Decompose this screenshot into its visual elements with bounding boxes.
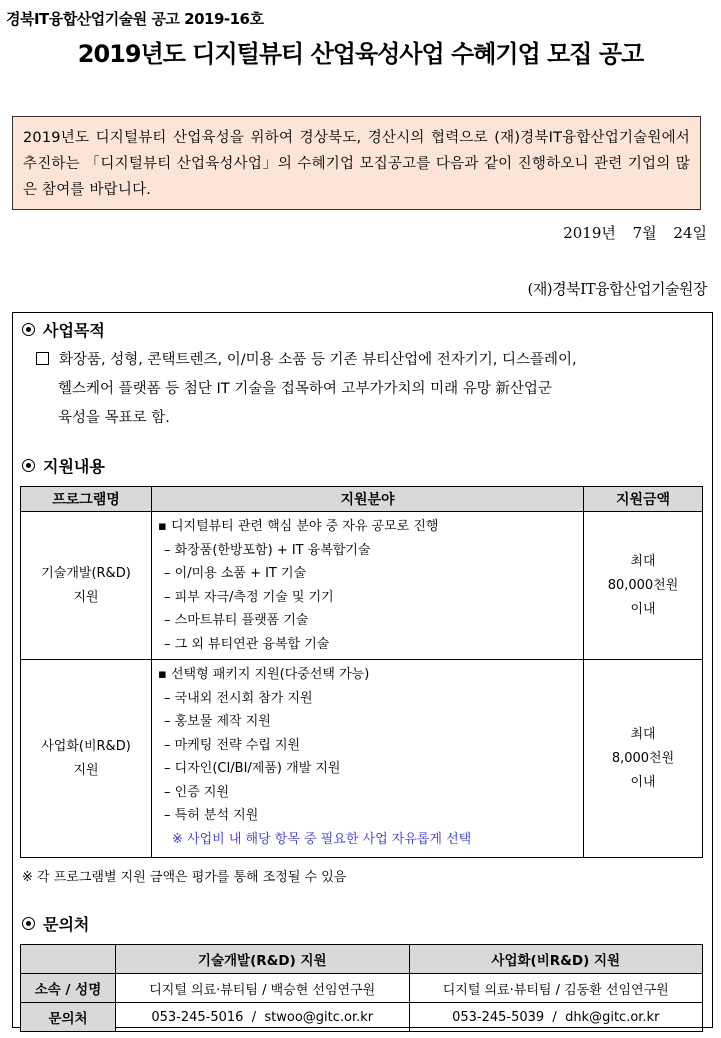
program-line: 기술개발(R&D) [41,565,131,581]
contact-col-rnd: 기술개발(R&D) 지원 [116,945,410,974]
field-bullet: ▪ 선택형 패키지 지원(다중선택 가능) [158,663,577,687]
contact-row-label: 문의처 [21,1003,116,1032]
support-amount [584,660,703,858]
field-item: – 국내외 전시회 참가 지원 [158,687,577,711]
bullseye-icon [22,917,35,930]
notice-box: 2019년도 디지털뷰티 산업육성을 위하여 경상북도, 경산시의 협력으로 (재)경북IT융합산업기술원에서 추진하는 「디지털뷰티 산업육성사업」의 수혜기업 모집공고를 다음과 같이 진행하오니 관련 기업의 많은 참여를 바랍니다. [12,116,701,210]
contact-col-biz: 사업화(비R&D) 지원 [409,945,703,974]
field-bullet: ▪ 디지털뷰티 관련 핵심 분야 중 자유 공모로 진행 [158,515,577,539]
contact-heading [22,912,89,935]
amount-line: 이내 [630,601,656,617]
doc-number: 경북IT융합산업기술원 공고 2019-16호 [6,10,264,28]
contact-info-biz: 053-245-5039 / dhk@gitc.or.kr [409,1003,703,1032]
date: 2019년 7월 24일 [563,224,707,242]
table-row [21,660,703,858]
contact-row-label: 소속 / 성명 [21,974,116,1003]
purpose-line-2: 헬스케어 플랫폼 등 첨단 IT 기술을 접목하여 고부가가치의 미래 유망 新산업군 [58,381,552,397]
issuer: (재)경북IT융합산업기술원장 [527,280,707,298]
program-line: 사업화(비R&D) [41,738,131,754]
support-heading-label: 지원내용 [43,457,105,476]
amount-line: 이내 [630,774,656,790]
field-item: – 스마트뷰티 플랫폼 기술 [158,609,577,633]
header-amount: 지원금액 [584,487,703,512]
bullseye-icon [22,459,35,472]
field-item: – 이/미용 소품 + IT 기술 [158,562,577,586]
support-table-header [21,487,703,512]
page-title: 2019년도 디지털뷰티 산업육성사업 수혜기업 모집 공고 [77,40,644,68]
contact-info-rnd: 053-245-5016 / stwoo@gitc.or.kr [116,1003,410,1032]
support-footnote: ※ 각 프로그램별 지원 금액은 평가를 통해 조정될 수 있음 [22,870,347,885]
contact-table [20,944,703,1032]
field-item: – 디자인(CI/BI/제품) 개발 지원 [158,757,577,781]
amount-line: 최대 [630,553,656,569]
program-name [21,512,152,660]
table-row [21,512,703,660]
field-item: – 특허 분석 지원 [158,804,577,828]
program-line: 지원 [73,589,99,605]
field-item: – 그 외 뷰티연관 융복합 기술 [158,633,577,657]
contact-person-biz: 디지털 의료·뷰티팀 / 김동환 선임연구원 [409,974,703,1003]
amount-line: 8,000천원 [611,750,675,766]
field-item: – 인증 지원 [158,781,577,805]
header-field: 지원분야 [152,487,584,512]
purpose-line-3: 육성을 목표로 함. [58,410,170,426]
support-amount [584,512,703,660]
field-item: – 피부 자극/측정 기술 및 기기 [158,586,577,610]
purpose-text [36,346,696,433]
support-table [20,486,703,858]
checkbox-square-icon [36,352,49,365]
field-item: – 화장품(한방포함) + IT 융복합기술 [158,539,577,563]
contact-header-row [21,945,703,974]
contact-person-rnd: 디지털 의료·뷰티팀 / 백승현 선임연구원 [116,974,410,1003]
amount-line: 최대 [630,726,656,742]
program-name [21,660,152,858]
header-program: 프로그램명 [21,487,152,512]
purpose-heading [22,318,105,341]
program-line: 지원 [73,762,99,778]
table-row [21,1003,703,1032]
support-field [152,512,584,660]
contact-corner [21,945,116,974]
field-item: – 마케팅 전략 수립 지원 [158,734,577,758]
support-field [152,660,584,858]
support-heading [22,454,105,477]
amount-line: 80,000천원 [607,577,679,593]
field-item: – 홍보물 제작 지원 [158,710,577,734]
table-row [21,974,703,1003]
contact-heading-label: 문의처 [43,915,90,934]
field-note: ※ 사업비 내 해당 항목 중 필요한 사업 자유롭게 선택 [172,831,472,847]
purpose-heading-label: 사업목적 [43,321,105,340]
purpose-line-1: 화장품, 성형, 콘택트렌즈, 이/미용 소품 등 기존 뷰티산업에 전자기기, 디스플레이, [59,352,577,368]
bullseye-icon [22,323,35,336]
